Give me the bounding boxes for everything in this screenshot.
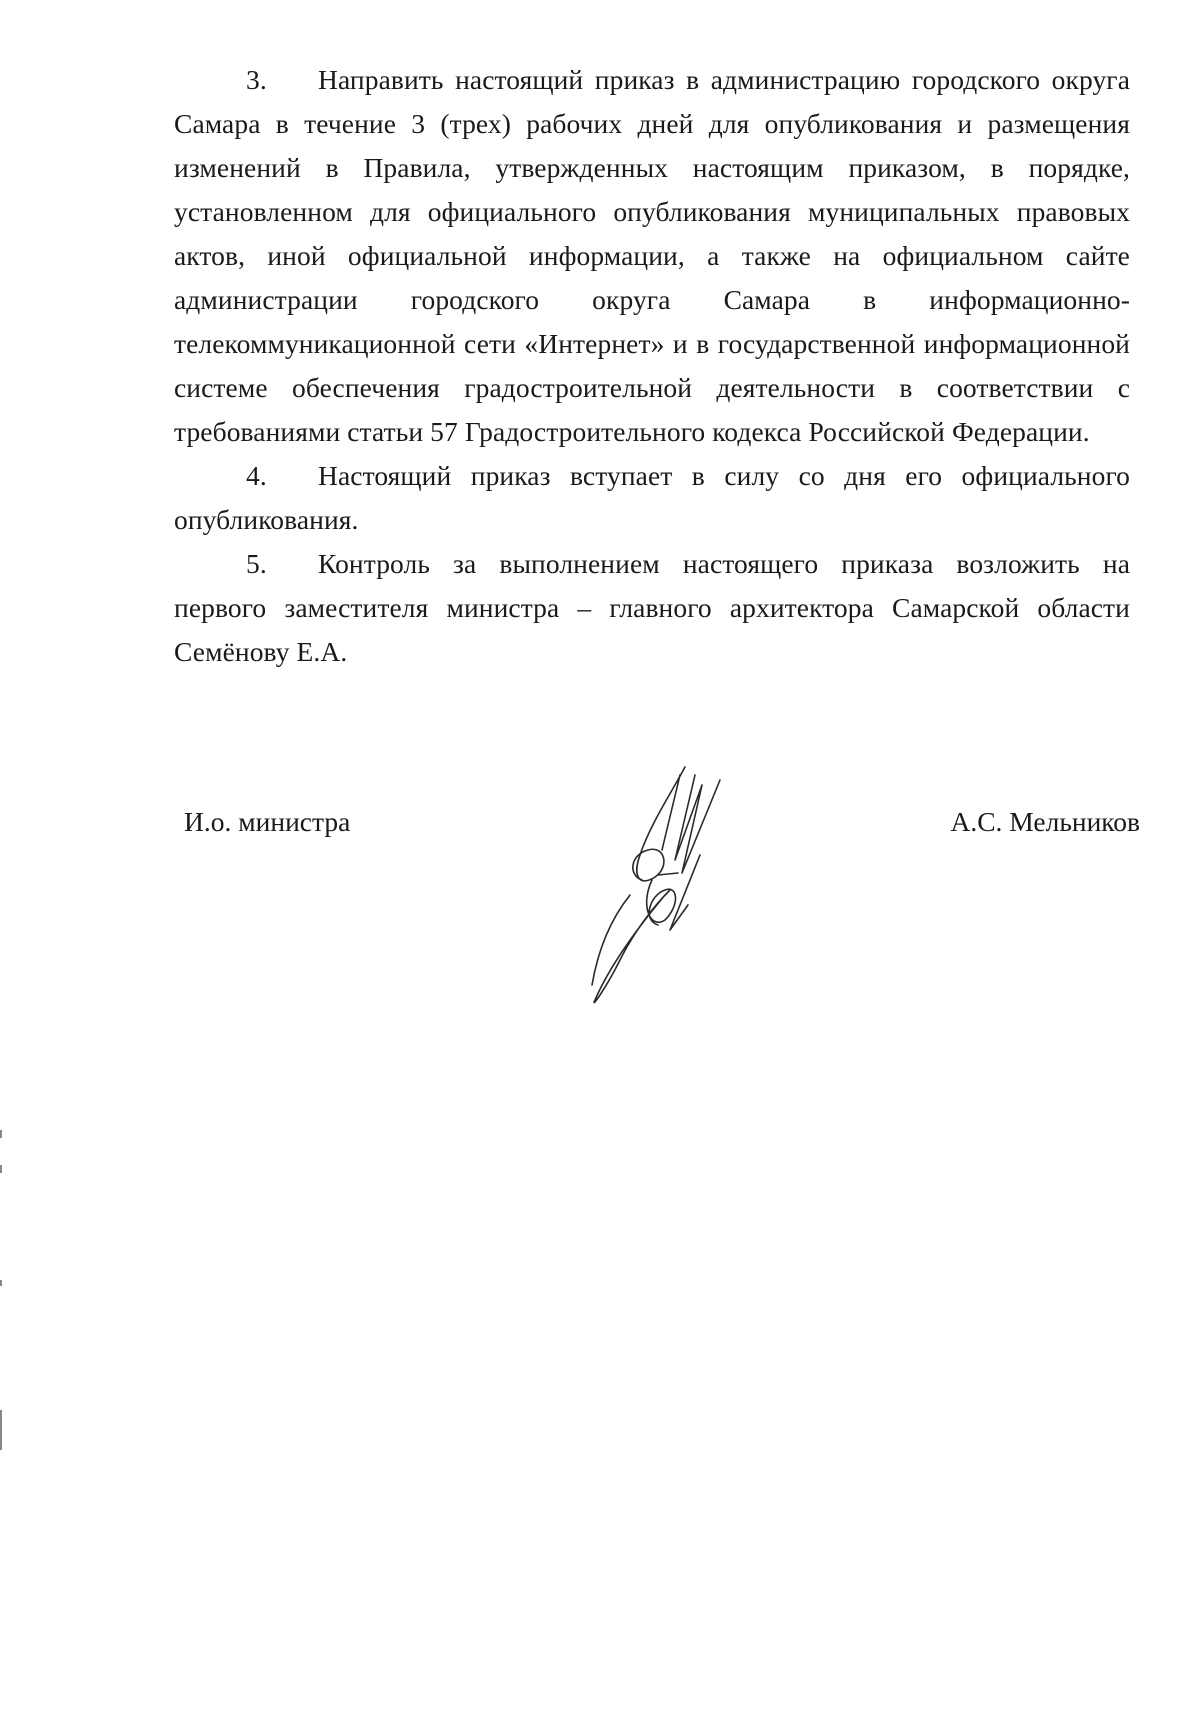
scan-margin-mark — [0, 1165, 2, 1173]
paragraph-3 — [174, 58, 1130, 454]
paragraph-number: 4. — [246, 460, 267, 491]
signatory-name: А.С. Мельников — [950, 806, 1140, 837]
paragraph-text: Настоящий приказ вступает в силу со дня его официального опубликования. — [174, 460, 1130, 535]
document-body — [174, 58, 1130, 674]
handwritten-signature-icon — [570, 755, 770, 1005]
paragraph-number: 5. — [246, 548, 267, 579]
paragraph-text: Направить настоящий приказ в администрацию городского округа Самара в течение 3 (трех) рабочих дней для опубликования и размещения изменений в Правила, утвержденных настоящим приказом, в порядке, установленном для официального опубликования муниципальных правовых актов, иной официальной информации, а также на официальном сайте администрации городского округа Самара в информационно-телекоммуникационной сети «Интернет» и в государственной информационной системе обеспечения градостроительной деятельности в соответствии с требованиями статьи 57 Градостроительного кодекса Российской Федерации. — [174, 64, 1130, 447]
scan-margin-mark — [0, 1130, 2, 1138]
paragraph-4 — [174, 454, 1130, 542]
paragraph-text: Контроль за выполнением настоящего приказа возложить на первого заместителя министра – главного архитектора Самарской области Семёнову Е.А. — [174, 548, 1130, 667]
paragraph-5 — [174, 542, 1130, 674]
scan-margin-mark — [0, 1410, 2, 1450]
scan-margin-mark — [0, 1280, 2, 1286]
paragraph-number: 3. — [246, 64, 267, 95]
signatory-title: И.о. министра — [184, 806, 351, 837]
